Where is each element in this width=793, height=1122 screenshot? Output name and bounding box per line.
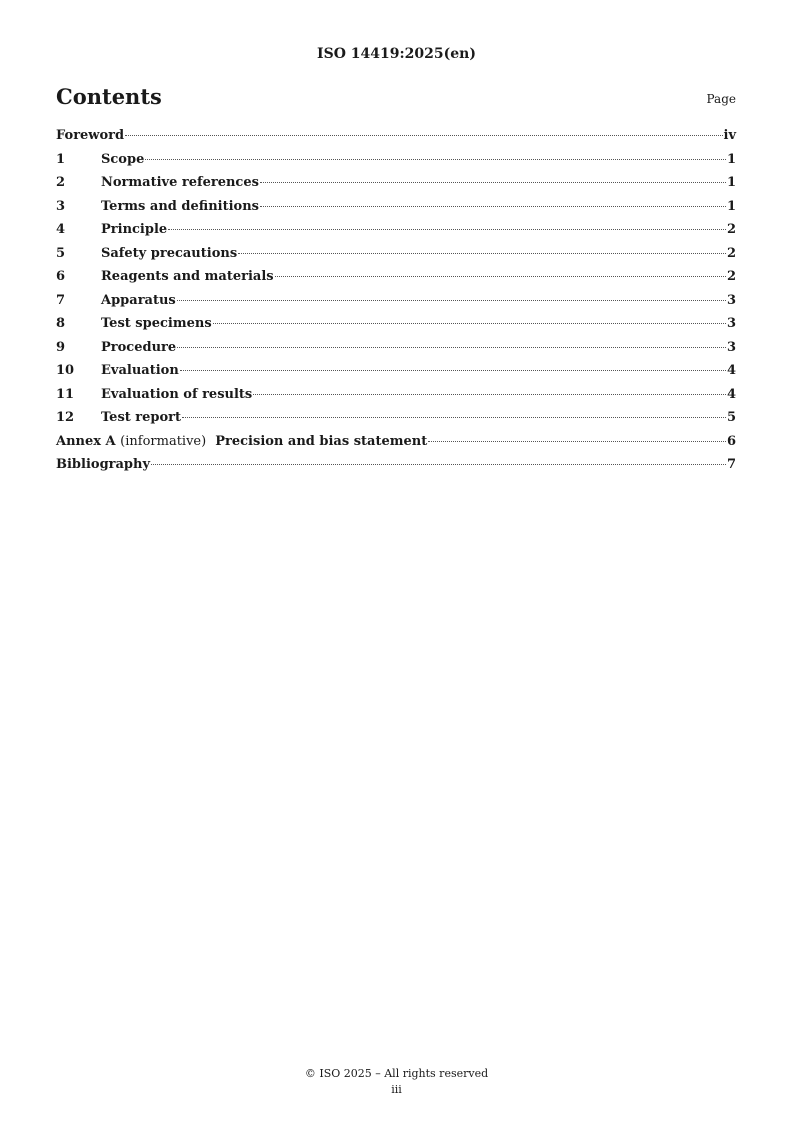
toc-entry[interactable] bbox=[56, 175, 736, 199]
toc-leader-dots bbox=[145, 159, 726, 160]
toc-entry-title[interactable]: Procedure bbox=[101, 339, 177, 355]
toc-entry[interactable] bbox=[56, 340, 736, 364]
toc-entry-page: 3 bbox=[726, 292, 736, 308]
toc-entry-page: 2 bbox=[726, 245, 736, 261]
toc-entry-page: 7 bbox=[726, 457, 736, 472]
toc-entry-title[interactable]: Principle bbox=[101, 222, 168, 237]
toc-entry-title[interactable]: Normative references bbox=[101, 175, 259, 190]
toc-entry[interactable] bbox=[56, 199, 736, 223]
toc-entry-title[interactable]: Reagents and materials bbox=[101, 269, 274, 284]
toc-entry-annex-a[interactable] bbox=[56, 434, 736, 458]
toc-entry-page: 3 bbox=[726, 339, 736, 355]
toc-leader-dots bbox=[260, 206, 726, 207]
toc-entry-number: 1 bbox=[56, 151, 66, 167]
toc-entry-page: 5 bbox=[726, 410, 736, 425]
toc-entry-title[interactable]: Apparatus bbox=[101, 292, 176, 308]
toc-entry-page: 2 bbox=[726, 222, 736, 237]
toc-leader-dots bbox=[168, 229, 726, 230]
table-of-contents bbox=[56, 128, 736, 481]
toc-entry-page: 6 bbox=[726, 433, 736, 449]
toc-entry-title[interactable]: Scope bbox=[101, 151, 145, 167]
toc-entry-page: 2 bbox=[726, 269, 736, 284]
toc-entry-title[interactable]: Bibliography bbox=[56, 457, 151, 472]
toc-entry[interactable] bbox=[56, 269, 736, 293]
toc-entry-number: 11 bbox=[56, 386, 75, 402]
toc-leader-dots bbox=[213, 323, 726, 324]
toc-leader-dots bbox=[151, 464, 726, 465]
toc-entry-foreword[interactable] bbox=[56, 128, 736, 152]
toc-entry-title[interactable]: Test specimens bbox=[101, 316, 212, 331]
toc-entry[interactable] bbox=[56, 363, 736, 387]
toc-leader-dots bbox=[125, 135, 722, 136]
toc-entry-title[interactable]: Safety precautions bbox=[101, 245, 238, 261]
toc-entry-title[interactable]: Test report bbox=[101, 410, 182, 425]
toc-entry-number: 3 bbox=[56, 198, 66, 214]
toc-entry-number: 9 bbox=[56, 339, 66, 355]
toc-leader-dots bbox=[238, 253, 726, 254]
toc-entry-bibliography[interactable] bbox=[56, 457, 736, 481]
toc-entry-page: iv bbox=[723, 128, 736, 143]
toc-entry-title[interactable]: Terms and definitions bbox=[101, 198, 259, 214]
toc-entry[interactable] bbox=[56, 293, 736, 317]
annex-title: Precision and bias statement bbox=[215, 433, 428, 449]
page-footer bbox=[0, 1066, 793, 1098]
toc-entry[interactable] bbox=[56, 222, 736, 246]
toc-leader-dots bbox=[180, 370, 726, 371]
toc-leader-dots bbox=[253, 394, 726, 395]
contents-title: Contents bbox=[56, 84, 162, 109]
annex-prefix: Annex A bbox=[56, 433, 116, 449]
toc-entry[interactable] bbox=[56, 387, 736, 411]
toc-leader-dots bbox=[177, 300, 726, 301]
toc-leader-dots bbox=[428, 441, 726, 442]
contents-title-row bbox=[56, 84, 736, 109]
page-number: iii bbox=[391, 1083, 402, 1096]
toc-entry-number: 8 bbox=[56, 316, 66, 331]
toc-entry-number: 6 bbox=[56, 269, 66, 284]
toc-entry-number: 10 bbox=[56, 363, 75, 378]
toc-entry-page: 3 bbox=[726, 316, 736, 331]
toc-entry-title[interactable]: Evaluation of results bbox=[101, 386, 253, 402]
toc-leader-dots bbox=[260, 182, 726, 183]
document-header: ISO 14419:2025(en) bbox=[317, 46, 476, 62]
toc-entry-number: 4 bbox=[56, 222, 66, 237]
toc-annex-title[interactable] bbox=[56, 434, 427, 449]
toc-entry-number: 2 bbox=[56, 175, 66, 190]
toc-entry-page: 1 bbox=[726, 198, 736, 214]
toc-entry-title[interactable]: Evaluation bbox=[101, 363, 179, 378]
toc-entry[interactable] bbox=[56, 246, 736, 270]
toc-entry[interactable] bbox=[56, 152, 736, 176]
toc-entry-page: 1 bbox=[726, 175, 736, 190]
toc-entry-page: 1 bbox=[726, 151, 736, 167]
copyright-notice: © ISO 2025 – All rights reserved bbox=[304, 1067, 489, 1080]
page-column-label: Page bbox=[706, 92, 736, 106]
toc-entry-number: 12 bbox=[56, 410, 75, 425]
toc-leader-dots bbox=[275, 276, 726, 277]
toc-entry-number: 7 bbox=[56, 292, 66, 308]
toc-entry-page: 4 bbox=[726, 386, 736, 402]
toc-leader-dots bbox=[182, 417, 726, 418]
toc-leader-dots bbox=[177, 347, 726, 348]
toc-entry-page: 4 bbox=[726, 363, 736, 378]
toc-entry-number: 5 bbox=[56, 245, 66, 261]
toc-entry[interactable] bbox=[56, 316, 736, 340]
annex-type: (informative) bbox=[120, 433, 207, 449]
toc-entry-title[interactable]: Foreword bbox=[56, 128, 125, 143]
toc-entry[interactable] bbox=[56, 410, 736, 434]
